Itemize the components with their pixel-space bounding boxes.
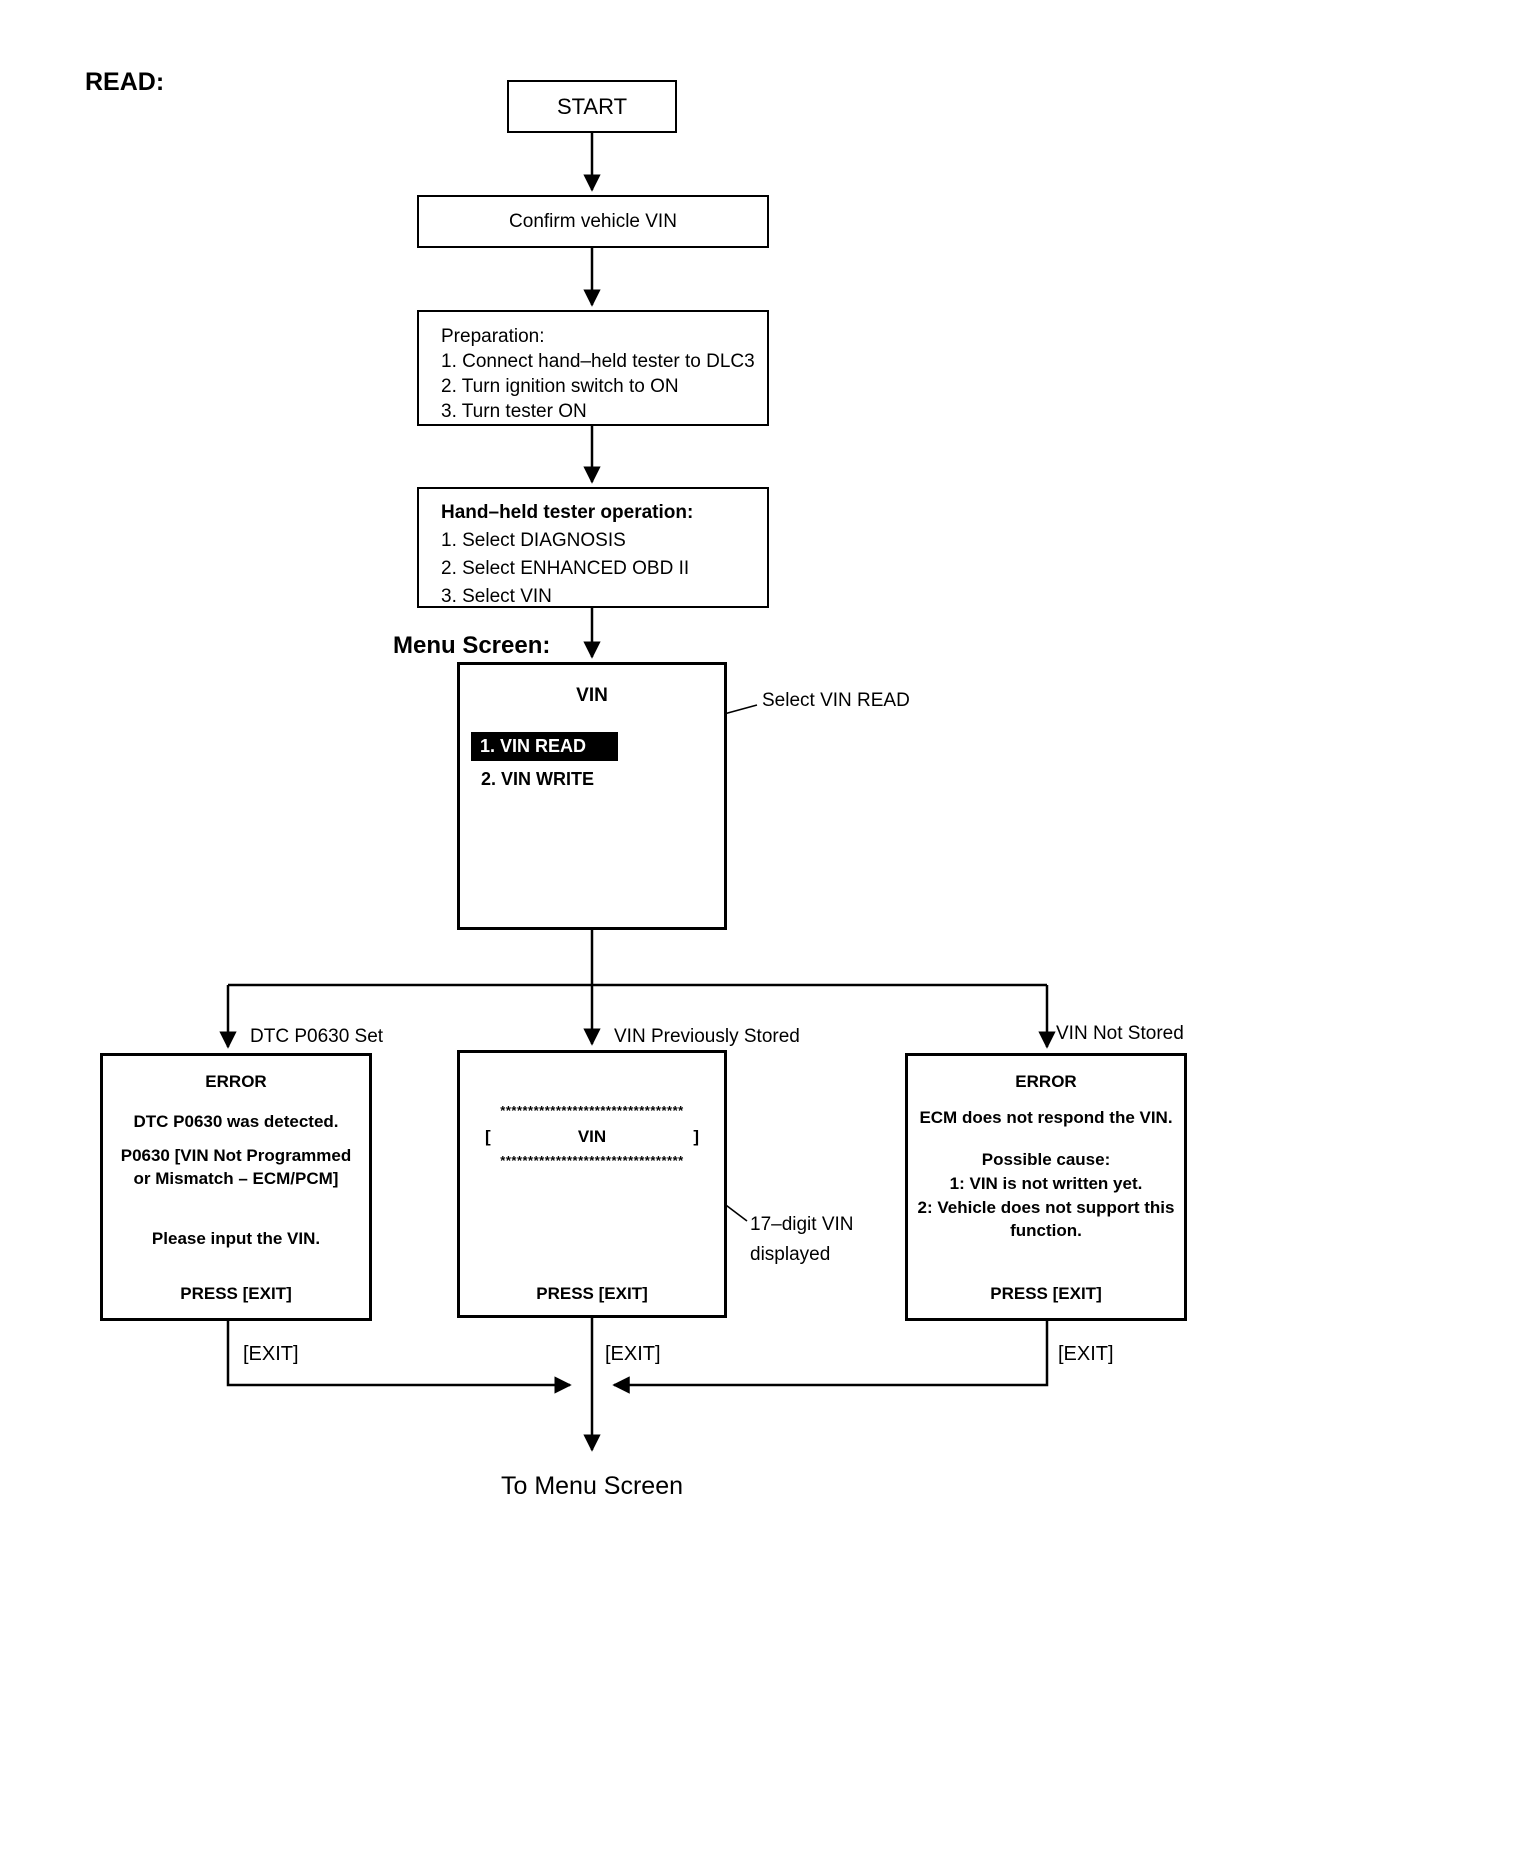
vin-bracket-close: ]	[693, 1127, 699, 1146]
to-menu-screen-label: To Menu Screen	[500, 1472, 684, 1500]
error-ecm-cause1: 1: VIN is not written yet.	[949, 1174, 1143, 1193]
error-dtc-line2a: P0630 [VIN Not Programmed	[120, 1146, 352, 1165]
confirm-vin-label: Confirm vehicle VIN	[509, 210, 677, 232]
exit-label-left: [EXIT]	[243, 1343, 299, 1365]
error-dtc-line2b: or Mismatch – ECM/PCM]	[133, 1169, 339, 1188]
start-label: START	[556, 93, 628, 119]
menu-screen-title: VIN	[576, 685, 608, 706]
preparation-node	[417, 310, 769, 426]
vin-digit-annotation-line1: 17–digit VIN	[750, 1214, 854, 1235]
menu-item-vin-read: 1. VIN READ	[471, 732, 618, 761]
error-ecm-box	[905, 1053, 1187, 1321]
tester-operation-step-2: 2. Select ENHANCED OBD II	[441, 558, 690, 579]
read-heading: READ:	[85, 68, 165, 96]
error-ecm-cause-title: Possible cause:	[981, 1150, 1111, 1169]
error-ecm-press-exit: PRESS [EXIT]	[990, 1284, 1102, 1303]
vin-display-stars-top: *********************************	[500, 1103, 684, 1118]
vin-display-row	[485, 1127, 699, 1147]
error-ecm-title: ERROR	[1015, 1072, 1077, 1091]
tester-operation-node	[417, 487, 769, 608]
error-dtc-title: ERROR	[205, 1072, 267, 1091]
error-ecm-cause2a: 2: Vehicle does not support this	[917, 1198, 1175, 1217]
exit-label-middle: [EXIT]	[605, 1343, 661, 1365]
vin-value-label: VIN	[577, 1127, 607, 1146]
error-dtc-press-exit: PRESS [EXIT]	[180, 1284, 292, 1303]
tester-operation-step-3: 3. Select VIN	[441, 586, 552, 607]
confirm-vin-node	[417, 195, 769, 248]
error-dtc-box	[100, 1053, 372, 1321]
preparation-step-1: 1. Connect hand–held tester to DLC3	[441, 351, 755, 372]
error-dtc-line1: DTC P0630 was detected.	[133, 1112, 339, 1131]
menu-item-vin-write: 2. VIN WRITE	[481, 769, 595, 789]
vin-display-box	[457, 1050, 727, 1318]
tester-operation-title: Hand–held tester operation:	[441, 502, 694, 523]
menu-screen-box	[457, 662, 727, 930]
vin-digit-annotation-line2: displayed	[750, 1244, 831, 1265]
branch-label-dtc-set: DTC P0630 Set	[250, 1026, 384, 1047]
branch-label-vin-stored: VIN Previously Stored	[614, 1026, 800, 1047]
preparation-step-2: 2. Turn ignition switch to ON	[441, 376, 679, 397]
exit-label-right: [EXIT]	[1058, 1343, 1114, 1365]
tester-operation-step-1: 1. Select DIAGNOSIS	[441, 530, 626, 551]
vin-display-stars-bottom: *********************************	[500, 1153, 684, 1168]
vin-bracket-open: [	[485, 1127, 491, 1146]
select-vin-read-annotation: Select VIN READ	[762, 690, 910, 711]
branch-label-vin-not-stored: VIN Not Stored	[1056, 1023, 1184, 1044]
start-node	[507, 80, 677, 133]
error-ecm-line1: ECM does not respond the VIN.	[919, 1108, 1173, 1127]
vin-display-press-exit: PRESS [EXIT]	[536, 1284, 648, 1303]
error-dtc-line3: Please input the VIN.	[151, 1229, 321, 1248]
menu-screen-heading: Menu Screen:	[393, 632, 551, 659]
preparation-step-3: 3. Turn tester ON	[441, 401, 587, 422]
preparation-title: Preparation:	[441, 326, 545, 347]
error-ecm-cause2b: function.	[1010, 1221, 1082, 1240]
